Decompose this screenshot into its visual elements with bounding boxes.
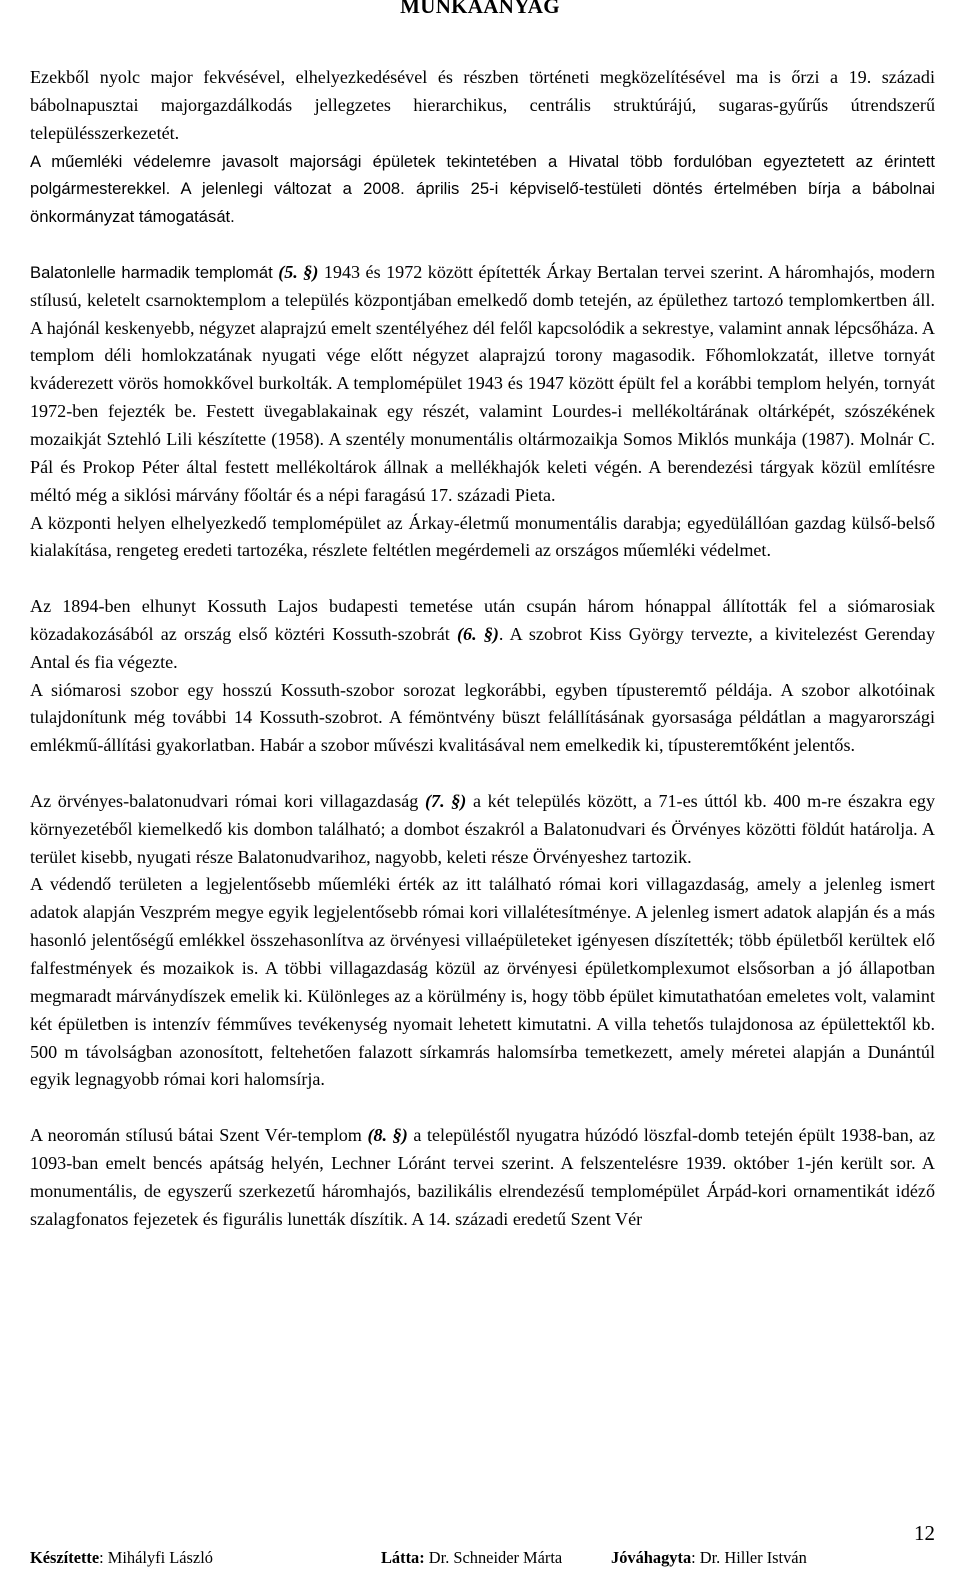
paragraph-3 [30, 259, 935, 510]
footer-approver-label: Jóváhagyta [611, 1548, 692, 1567]
footer-author-label: Készítette [30, 1548, 100, 1567]
paragraph-5 [30, 593, 935, 677]
paragraph-4: A központi helyen elhelyezkedő templomépület az Árkay-életmű monumentális darabja; egyedülállóan gazdag külső-belső kialakítása, rengeteg eredeti tartozéka, részlete feltétlen megérdemeli az országos műemléki védelmet. [30, 512, 935, 561]
paragraph-gap [30, 1094, 935, 1122]
paragraph-6: A siómarosi szobor egy hosszú Kossuth-szobor sorozat legkorábbi, egyben típusteremtő példája. A szobor alkotóinak tulajdonítunk még további 14 Kossuth-szobrot. A fémöntvény büszt felállításának gyorsasága példátlan a magyarországi emlékmű-állítási gyakorlatban. Habár a szobor művészi kvalitásával nem emelkedik ki, típusteremtőként jelentős. [30, 679, 935, 756]
section-ref-7: (7. §) [425, 790, 467, 811]
footer-author [30, 1548, 381, 1568]
paragraph-7-before: Az örvényes-balatonudvari római kori villagazdaság [30, 790, 425, 811]
paragraph-1: Ezekből nyolc major fekvésével, elhelyezkedésével és részben történeti megközelítésével ma is őrzi a 19. századi bábolnapusztai majorgazdálkodás jellegzetes hierarchikus, centrális struktúrájú, sugaras-gyűrűs útrendszerű településszerkezetét. [30, 67, 935, 143]
footer-approver-name: : Dr. Hiller István [691, 1548, 807, 1567]
paragraph-7-after: a két település között, a 71-es úttól kb. 400 m-re északra egy környezetéből kiemelkedő kis dombon található; a dombot északról a Balatonudvari és Örvényes közötti földút határolja. A terület kisebb, nyugati része Balatonudvarihoz, nagyobb, keleti része Örvényeshez tartozik. [30, 790, 935, 867]
paragraph-5-before: Az 1894-ben elhunyt Kossuth Lajos budapesti temetése után csupán három hónappal állították fel a siómarosiak közadakozásából az ország első köztéri Kossuth-szobrát [30, 596, 935, 644]
paragraph-gap [30, 760, 935, 788]
document-body [30, 64, 935, 1233]
paragraph-9-before: A neoromán stílusú bátai Szent Vér-templom [30, 1125, 368, 1146]
paragraph-3-text: 1943 és 1972 között építették Árkay Bertalan tervei szerint. A háromhajós, modern stílusú, keletelt csarnoktemplom a település központjában emelkedő domb tetején, az épülethez tartozó templomkertben áll. A hajónál keskenyebb, négyzet alaprajzú emelt szentélyéhez dél felől kapcsolódik a sekrestye, valamint annak lépcsőháza. A templom déli homlokzatának nyugati vége előtt négyzet alaprajzú torony magasodik. Főhomlokzatát, illetve tornyát kváderezett vörös homokkővel burkolták. A templomépület 1943 és 1947 között épült fel a korábbi templom helyén, tornyát 1972-ben fejezték be. Festett üvegablakainak egy részét, valamint Lourdes-i mellékoltárának oltárképét, szószékének mozaikját Sztehló Lili készítette (1958). A szentély monumentális oltármozaikja Somos Miklós munkája (1987). Molnár C. Pál és Prokop Péter által festett mellékoltárok állnak a mellékhajók keleti végén. A berendezési tárgyak közül említésre méltó még a siklósi márvány főoltár és a népi faragású 17. századi Pieta. [30, 261, 935, 505]
footer-reviewer-name: Dr. Schneider Márta [424, 1548, 563, 1567]
paragraph-5-after: . A szobrot Kiss György tervezte, a kivitelezést Gerenday Antal és fia végezte. [30, 623, 935, 672]
footer-approver [611, 1548, 935, 1568]
footer-reviewer [381, 1548, 611, 1568]
section-ref-8: (8. §) [367, 1125, 408, 1146]
footer-reviewer-label: Látta: [381, 1548, 425, 1567]
section-ref-5: (5. §) [278, 261, 319, 282]
paragraph-gap [30, 565, 935, 593]
paragraph-2: A műemléki védelemre javasolt majorsági épületek tekintetében a Hivatal több fordulóban egyeztetett az érintett polgármesterekkel. A jelenlegi változat a 2008. április 25-i képviselő-testületi döntés értelmében bírja a bábolnai önkormányzat támogatását. [30, 151, 935, 227]
section-ref-6: (6. §) [457, 623, 499, 644]
paragraph-9-after: a településtől nyugatra húzódó löszfal-domb tetején épült 1938-ban, az 1093-ban emelt bencés apátság helyén, Lechner Lóránt tervei szerint. A felszentelésre 1939. október 1-jén került sor. A monumentális, de egyszerű szerkezetű háromhajós, bazilikális elrendezésű templomépület Árpád-kori ornamentikát idéző szalagfonatos fejezetek és figurális lunetták díszítik. A 14. századi eredetű Szent Vér [30, 1125, 935, 1229]
paragraph-7 [30, 788, 935, 872]
paragraph-9 [30, 1122, 935, 1233]
page-header: MUNKAANYAG [400, 0, 560, 18]
page-number: 12 [914, 1521, 935, 1545]
paragraph-gap [30, 231, 935, 259]
footer-author-name: : Mihályfi László [99, 1548, 213, 1567]
paragraph-3-intro: Balatonlelle harmadik templomát [30, 262, 273, 282]
page-footer [30, 1548, 935, 1568]
paragraph-8: A védendő területen a legjelentősebb műemléki érték az itt található római kori villagazdaság, amely a jelenleg ismert adatok alapján Veszprém megye egyik legjelentősebb római kori villalétesítménye. A jelenleg ismert adatok alapján és a más hasonló jelentőségű emlékkel összehasonlítva az örvényesi villaépületeket igényesen díszítették; több épületből kerültek elő falfestmények és mozaikok is. A többi villagazdaság közül az örvényesi épületkomplexumot elsősorban a jó állapotban megmaradt márványdíszek emelik ki. Különleges az a körülmény is, hogy több épület kimutathatóan emeletes volt, valamint két épületben is intenzív fémműves tevékenység nyomait lehetett kimutatni. A villa tehetős tulajdonosa az épülettektől kb. 500 m távolságban azonosított, feltehetően falazott sírkamrás halomsírba temetkezett, amely méretei alapján a Dunántúl egyik legnagyobb római kori halomsírja. [30, 874, 935, 1090]
